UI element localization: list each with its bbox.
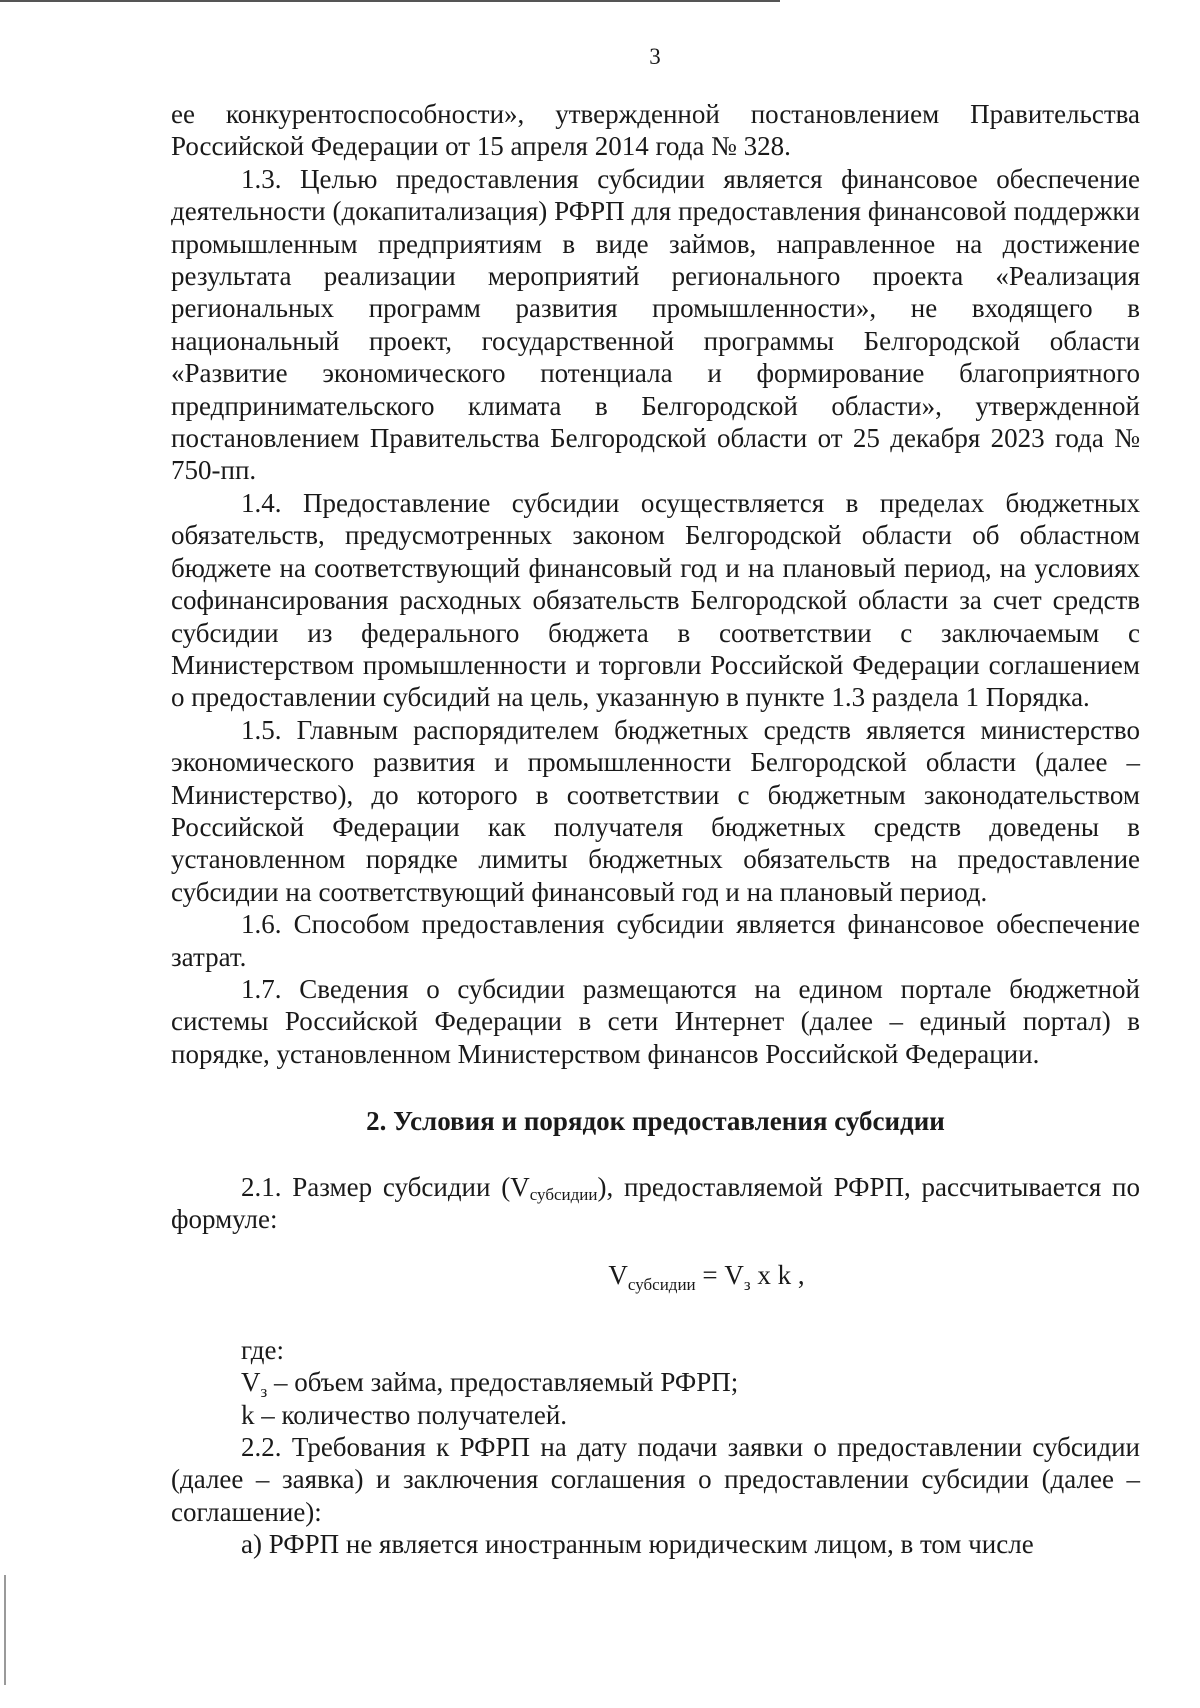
subsidy-formula xyxy=(171,1259,1140,1295)
document-body xyxy=(171,98,1140,1561)
formula-rhs-subscript: з xyxy=(743,1275,751,1295)
paragraph-2-2: 2.2. Требования к РФРП на дату подачи заявки о предоставлении субсидии (далее – заявка) и заключения соглашения о предоставлении субсидии (далее – соглашение): xyxy=(171,1432,1140,1527)
subsidy-subscript: субсидии xyxy=(529,1184,598,1204)
paragraph-2-1 xyxy=(171,1171,1140,1236)
formula-equals: = V xyxy=(695,1260,744,1291)
where-label: где: xyxy=(241,1334,284,1365)
page-number: 3 xyxy=(649,44,661,69)
paragraph-1-5: 1.5. Главным распорядителем бюджетных средств является министерство экономического развития и промышленности Белгородской области (далее – Министерство), до которого в соответствии с бюджетным законодательством Российской Федерации как получателя бюджетных средств доведены в установленном порядке лимиты бюджетных обязательств на предоставление субсидии на соответствующий финансовый год и на плановый период. xyxy=(171,714,1140,907)
definition-recipients: k – количество получателей. xyxy=(241,1399,568,1430)
paragraph-1-6: 1.6. Способом предоставления субсидии является финансовое обеспечение затрат. xyxy=(171,909,1140,972)
paragraph-1-4: 1.4. Предоставление субсидии осуществляется в пределах бюджетных обязательств, предусмотренных законом Белгородской области об областном бюджете на соответствующий финансовый год и на плановый период, на условиях софинансирования расходных обязательств Белгородской области за счет средств субсидии из федерального бюджета в соответствии с заключаемым с Министерством промышленности и торговли Российской Федерации соглашением о предоставлении субсидий на цель, указанную в пункте 1.3 раздела 1 Порядка. xyxy=(171,487,1140,713)
formula-lhs: V xyxy=(608,1260,628,1291)
left-scan-mark xyxy=(4,1575,6,1685)
paragraph-1-7: 1.7. Сведения о субсидии размещаются на едином портале бюджетной системы Российской Федерации в сети Интернет (далее – единый портал) в порядке, установленном Министерством финансов Российской Федерации. xyxy=(171,973,1140,1069)
formula-rhs-tail: x k , xyxy=(750,1260,805,1291)
paragraph-2-2-a: а) РФРП не является иностранным юридическим лицом, в том числе xyxy=(241,1529,1034,1560)
definition-v-symbol: V xyxy=(241,1367,261,1398)
definition-loan-volume xyxy=(171,1366,1140,1402)
paragraph-1-3: 1.3. Целью предоставления субсидии является финансовое обеспечение деятельности (докапитализация) РФРП для предоставления финансовой поддержки промышленным предприятиям в виде займов, направленное на достижение результата реализации мероприятий регионального проекта «Реализация региональных программ развития промышленности», не входящего в национальный проект, государственной программы Белгородской области «Развитие экономического потенциала и формирование благоприятного предпринимательского климата в Белгородской области», утвержденной постановлением Правительства Белгородской области от 25 декабря 2023 года № 750-пп. xyxy=(171,163,1140,486)
definition-v-text: – объем займа, предоставляемый РФРП; xyxy=(267,1367,739,1398)
paragraph-continuation: ее конкурентоспособности», утвержденной постановлением Правительства Российской Федерации от 15 апреля 2014 года № 328. xyxy=(171,99,1140,162)
paragraph-2-1-start: 2.1. Размер субсидии (V xyxy=(241,1171,530,1202)
definition-v-subscript: з xyxy=(260,1382,268,1402)
formula-lhs-subscript: субсидии xyxy=(627,1275,696,1295)
section-2-heading: 2. Условия и порядок предоставления субсидии xyxy=(366,1106,945,1137)
top-scan-rule xyxy=(0,0,780,2)
paragraph-2-1-end: ), предоставляемой РФРП, рассчитывается по формуле: xyxy=(171,1171,1141,1234)
